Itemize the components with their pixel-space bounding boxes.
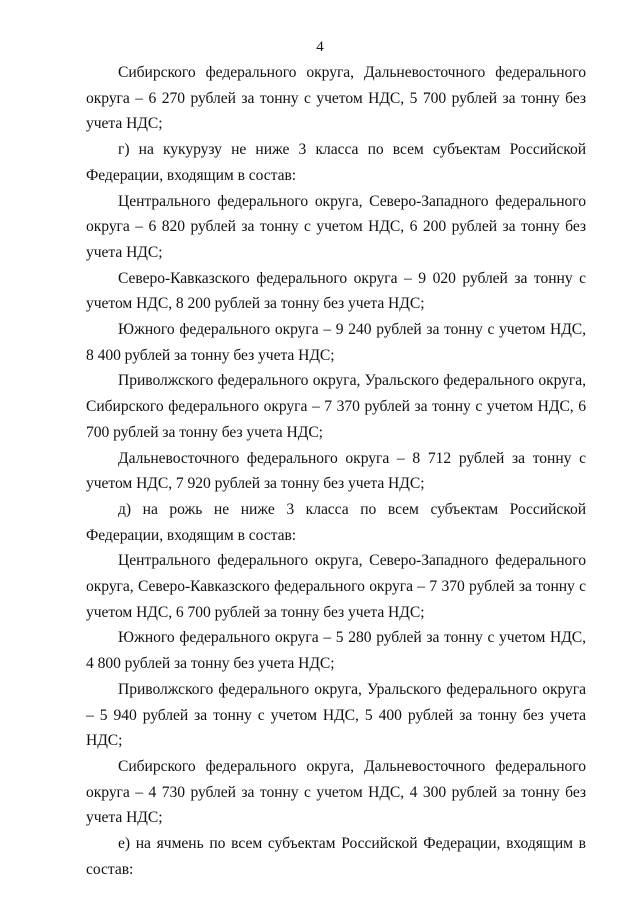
paragraph: Сибирского федерального округа, Дальневосточного федерального округа – 4 730 рублей за тонну с учетом НДС, 4 300 рублей за тонну без учета НДС; [86,757,586,827]
document-body [86,60,586,883]
paragraph: Южного федерального округа – 5 280 рублей за тонну с учетом НДС, 4 800 рублей за тонну без учета НДС; [86,629,586,673]
paragraph: Дальневосточного федерального округа – 8 712 рублей за тонну с учетом НДС, 7 920 рублей за тонну без учета НДС; [86,449,586,493]
paragraph: е) на ячмень по всем субъектам Российской Федерации, входящим в состав: [86,835,586,878]
paragraph: Центрального федерального округа, Северо-Западного федерального округа – 6 820 рублей за тонну с учетом НДС, 6 200 рублей за тонну без учета НДС; [86,192,586,261]
page-number: 4 [316,39,324,55]
paragraph: Сибирского федерального округа, Дальневосточного федерального округа – 6 270 рублей за тонну с учетом НДС, 5 700 рублей за тонну без учета НДС; [86,64,586,133]
paragraph: Северо-Кавказского федерального округа – 9 020 рублей за тонну с учетом НДС, 8 200 рублей за тонну без учета НДС; [86,269,586,313]
paragraph: д) на рожь не ниже 3 класса по всем субъектам Российской Федерации, входящим в состав: [86,500,586,544]
paragraph: Южного федерального округа – 9 240 рублей за тонну с учетом НДС, 8 400 рублей за тонну без учета НДС; [86,321,586,364]
paragraph: Центрального федерального округа, Северо-Западного федерального округа, Северо-Кавказского федерального округа – 7 370 рублей за тонну с учетом НДС, 6 700 рублей за тонну без учета НДС; [86,552,586,621]
paragraph: г) на кукурузу не ниже 3 класса по всем субъектам Российской Федерации, входящим в состав: [86,141,586,184]
paragraph: Приволжского федерального округа, Уральского федерального округа – 5 940 рублей за тонну с учетом НДС, 5 400 рублей за тонну без учета НДС; [86,680,586,750]
paragraph: Приволжского федерального округа, Уральского федерального округа, Сибирского федерального округа – 7 370 рублей за тонну с учетом НДС, 6 700 рублей за тонну без учета НДС; [86,372,586,441]
